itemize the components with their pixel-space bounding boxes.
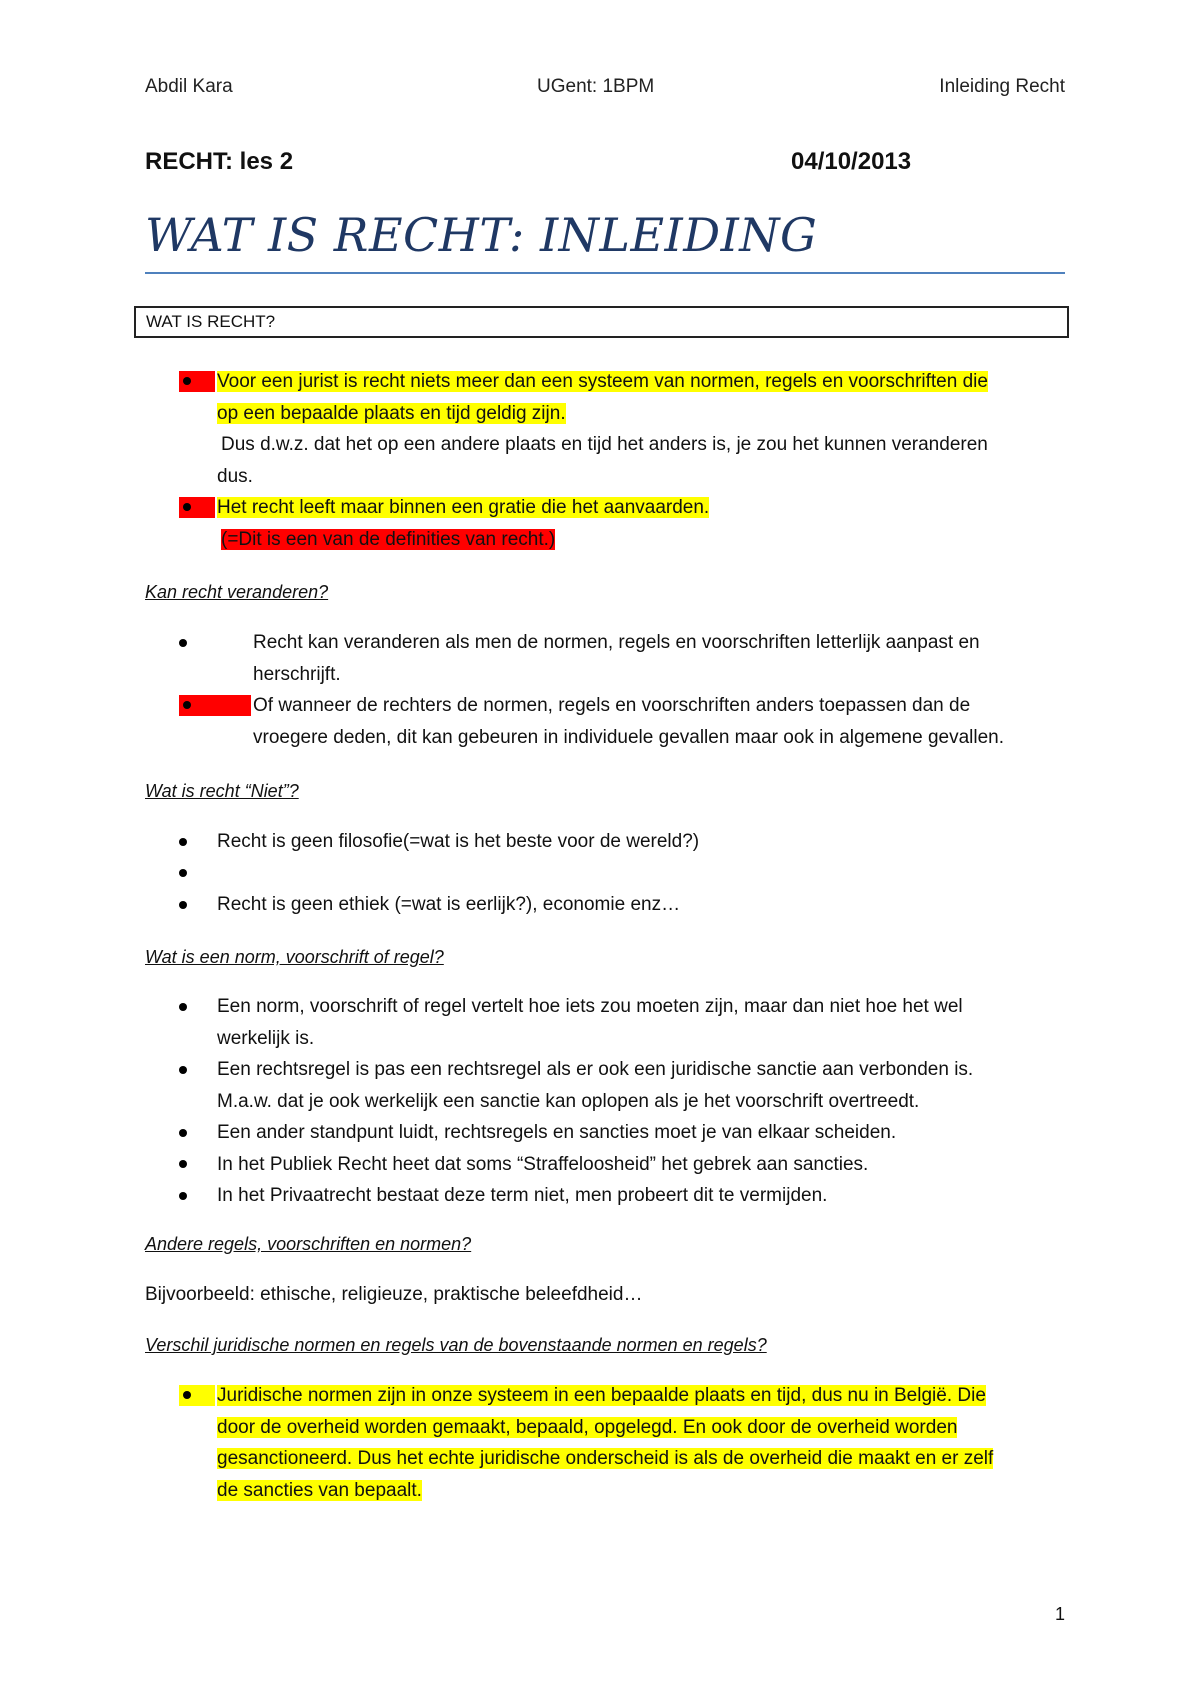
document-title: WAT IS RECHT: INLEIDING (145, 208, 818, 262)
s2-b3: Recht is geen ethiek (=wat is eerlijk?), economie enz… (217, 894, 681, 915)
list-item (145, 826, 1065, 858)
s1-b1-l1: Recht kan veranderen als men de normen, regels en voorschriften letterlijk aanpast en (253, 632, 980, 653)
s3-b1-l1: Een norm, voorschrift of regel vertelt hoe iets zou moeten zijn, maar dan niet hoe het wel (217, 996, 963, 1017)
lesson-row (145, 148, 945, 178)
list-item (145, 1117, 1065, 1149)
intro-b1-l1: Voor een jurist is recht niets meer dan een systeem van normen, regels en voorschriften die (217, 371, 988, 392)
section-heading: Kan recht veranderen? (145, 582, 329, 602)
intro-b2-note: (=Dit is een van de definities van recht.) (221, 528, 556, 550)
s2-b1: Recht is geen filosofie(=wat is het beste voor de wereld?) (217, 831, 700, 852)
s5-b1-l2: door de overheid worden gemaakt, bepaald, opgelegd. En ook door de overheid worden (217, 1416, 958, 1438)
lesson-date: 04/10/2013 (791, 148, 912, 175)
s5-list (145, 1380, 1065, 1506)
bullet-icon (179, 1385, 215, 1406)
bullet-icon (179, 695, 251, 716)
s1-b2-l1: Of wanneer de rechters de normen, regels en voorschriften anders toepassen dan de (253, 695, 971, 716)
s1-b2-l2: vroegere deden, dit kan gebeuren in individuele gevallen maar ook in algemene gevallen. (253, 726, 1005, 748)
header-course: Inleiding Recht (939, 76, 1065, 97)
list-item (145, 1380, 1065, 1506)
list-item (145, 889, 1065, 921)
intro-b1-p2: dus. (217, 465, 253, 487)
s1-b1-l2: herschrijft. (253, 663, 341, 685)
intro-b2: Het recht leeft maar binnen een gratie die het aanvaarden. (217, 497, 710, 518)
s5-b1-l3: gesanctioneerd. Dus het echte juridische onderscheid is als de overheid die maakt en er zelf (217, 1448, 994, 1469)
header-school: UGent: 1BPM (537, 76, 655, 97)
list-item (145, 1180, 1065, 1212)
s1-list (145, 627, 1065, 753)
s4-text: Bijvoorbeeld: ethische, religieuze, praktische beleefdheid… (145, 1284, 643, 1305)
s3-b5: In het Privaatrecht bestaat deze term niet, men probeert dit te vermijden. (217, 1185, 828, 1206)
list-item (145, 627, 1065, 690)
intro-section (145, 366, 1065, 555)
list-item (145, 492, 1065, 555)
list-item-empty (145, 858, 1065, 890)
s5-b1-l1: Juridische normen zijn in onze systeem in een bepaalde plaats en tijd, dus nu in België. Die (217, 1385, 986, 1406)
boxed-heading: WAT IS RECHT? (134, 306, 1069, 338)
list-item (145, 1054, 1065, 1117)
section-heading: Wat is recht “Niet”? (145, 781, 299, 801)
list-item (145, 991, 1065, 1054)
s3-b1-l2: werkelijk is. (217, 1027, 315, 1049)
bullet-icon (179, 497, 215, 518)
s2-list (145, 826, 1065, 921)
bullet-icon (179, 371, 215, 392)
section-heading: Andere regels, voorschriften en normen? (145, 1234, 472, 1254)
list-item (145, 366, 1065, 492)
s3-b4: In het Publiek Recht heet dat soms “Straffeloosheid” het gebrek aan sancties. (217, 1153, 869, 1175)
s3-b2-l1: Een rechtsregel is pas een rechtsregel als er ook een juridische sanctie aan verbonden is. (217, 1059, 974, 1080)
page-number: 1 (1054, 1604, 1065, 1624)
intro-b1-p1: Dus d.w.z. dat het op een andere plaats en tijd het anders is, je zou het kunnen veranderen (221, 434, 988, 455)
list-item (145, 690, 1065, 753)
title-underline (145, 272, 1065, 274)
section-heading: Verschil juridische normen en regels van de bovenstaande normen en regels? (145, 1335, 767, 1355)
section-heading: Wat is een norm, voorschrift of regel? (145, 947, 444, 967)
s5-b1-l4: de sancties van bepaalt. (217, 1479, 422, 1501)
intro-b1-l2: op een bepaalde plaats en tijd geldig zijn. (217, 402, 566, 424)
s3-b3: Een ander standpunt luidt, rechtsregels en sancties moet je van elkaar scheiden. (217, 1122, 897, 1143)
page-header (145, 76, 1065, 102)
s3-list (145, 991, 1065, 1212)
lesson-label: RECHT: les 2 (145, 148, 294, 175)
list-item (145, 1149, 1065, 1181)
header-author: Abdil Kara (145, 76, 233, 97)
s3-b2-l2: M.a.w. dat je ook werkelijk een sanctie kan oplopen als je het voorschrift overtreedt. (217, 1090, 920, 1112)
